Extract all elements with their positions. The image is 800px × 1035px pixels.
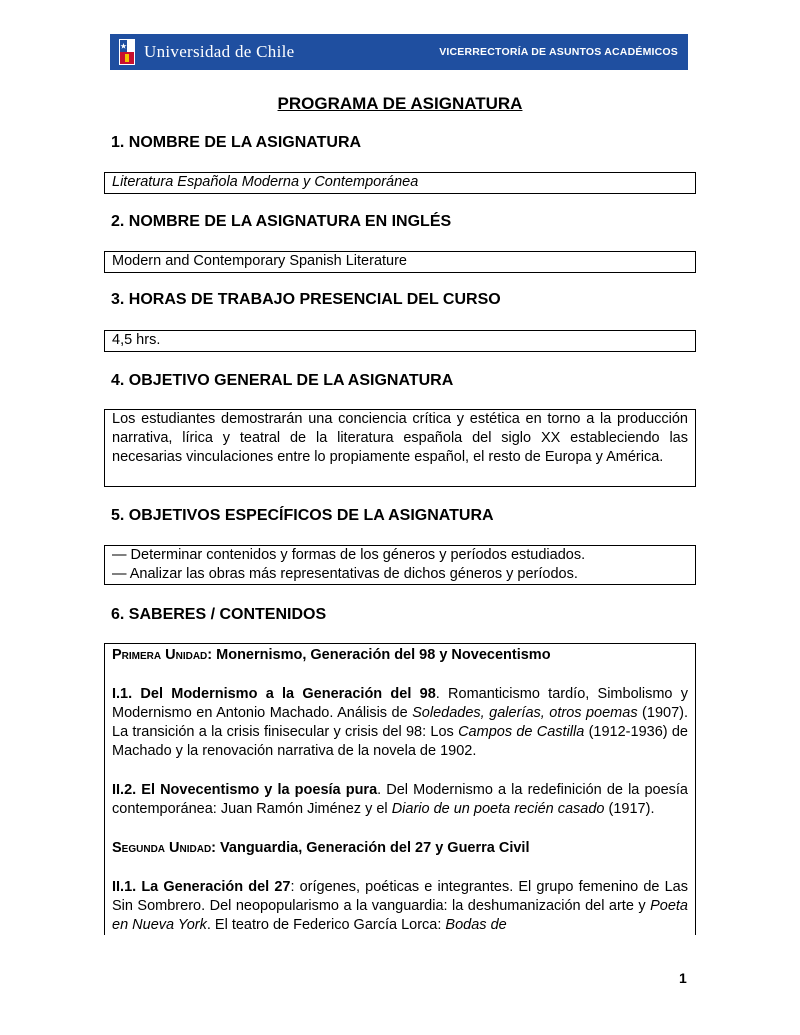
work-title: Diario de un poeta recién casado	[391, 801, 605, 817]
course-name-english: Modern and Contemporary Spanish Literature	[112, 253, 407, 269]
paragraph-text: (1907). La transición a la crisis finisecular y crisis del 98: Los	[112, 705, 688, 740]
unit-1-heading	[112, 646, 688, 665]
topic-title: La Generación del 27	[141, 879, 291, 895]
section-3-heading: 3. HORAS DE TRABAJO PRESENCIAL DEL CURSO	[111, 291, 501, 308]
section-5-box	[104, 545, 696, 585]
paragraph-text: (1917).	[604, 801, 655, 817]
topic-title: II.2. El Novecentismo y la poesía pura	[112, 782, 378, 798]
paragraph-text: (1912-1936) de Machado y la renovación narrativa de la novela de 1902.	[112, 724, 688, 759]
section-6-box	[104, 643, 696, 935]
content-paragraph	[112, 781, 688, 819]
header-banner	[110, 34, 688, 70]
unit-2-title: Vanguardia, Generación del 27 y Guerra Civil	[220, 840, 530, 856]
page-number: 1	[679, 970, 687, 986]
section-1-heading: 1. NOMBRE DE LA ASIGNATURA	[111, 134, 362, 151]
paragraph-text: . El teatro de Federico García Lorca:	[206, 917, 446, 933]
section-1-box	[104, 172, 696, 194]
unit-1-sep: :	[207, 647, 217, 663]
vicerrectoria-label: VICERRECTORÍA DE ASUNTOS ACADÉMICOS	[439, 46, 678, 58]
unit-2-sep: :	[211, 840, 221, 856]
page-title: PROGRAMA DE ASIGNATURA	[277, 94, 523, 113]
topic-title: I.1. Del Modernismo a la Generación del 98	[112, 686, 436, 702]
section-6-heading: 6. SABERES / CONTENIDOS	[111, 606, 327, 623]
topic-number: II.1.	[112, 879, 137, 895]
course-hours: 4,5 hrs.	[112, 332, 161, 348]
section-5-heading: 5. OBJETIVOS ESPECÍFICOS DE LA ASIGNATURA	[111, 507, 494, 524]
unit-2-heading	[112, 839, 688, 858]
section-3-box	[104, 330, 696, 352]
specific-objective-item: — Analizar las obras más representativas de dichos géneros y períodos.	[112, 566, 578, 582]
work-title: Campos de Castilla	[458, 724, 585, 740]
work-title: Bodas de	[445, 917, 507, 933]
work-title: Poeta en Nueva York	[112, 898, 688, 933]
paragraph-text: . Del Modernismo a la redefinición de la poesía contemporánea: Juan Ramón Jiménez y el	[112, 782, 688, 817]
section-4-box	[104, 409, 696, 487]
general-objective: Los estudiantes demostrarán una conciencia crítica y estética en torno a la producción narrativa, lírica y teatral de la literatura española del siglo XX estableciendo las necesarias vinculaciones entre lo propiamente español, el resto de Europa y América.	[112, 411, 688, 465]
unit-1-title: Monernismo, Generación del 98 y Novecentismo	[216, 647, 551, 663]
section-2-box	[104, 251, 696, 273]
content-paragraph	[112, 878, 688, 935]
work-title: Soledades, galerías, otros poemas	[412, 705, 638, 721]
banner-left	[118, 38, 294, 66]
paragraph-text: : orígenes, poéticas e integrantes. El grupo femenino de Las Sin Sombrero. Del neopopularismo a la vanguardia: la deshumanización del arte y	[112, 879, 688, 914]
paragraph-text: . Romanticismo tardío, Simbolismo y Modernismo en Antonio Machado. Análisis de	[112, 686, 688, 721]
content-paragraph	[112, 685, 688, 761]
course-name: Literatura Española Moderna y Contemporánea	[112, 174, 419, 190]
section-4-heading: 4. OBJETIVO GENERAL DE LA ASIGNATURA	[111, 372, 454, 389]
unit-2-label: Segunda Unidad	[112, 840, 212, 856]
unit-1-label: Primera Unidad	[112, 647, 208, 663]
specific-objective-item: — Determinar contenidos y formas de los géneros y períodos estudiados.	[112, 547, 586, 563]
university-crest-icon	[118, 38, 136, 66]
section-2-heading: 2. NOMBRE DE LA ASIGNATURA EN INGLÉS	[111, 213, 452, 230]
university-name: Universidad de Chile	[144, 42, 295, 61]
